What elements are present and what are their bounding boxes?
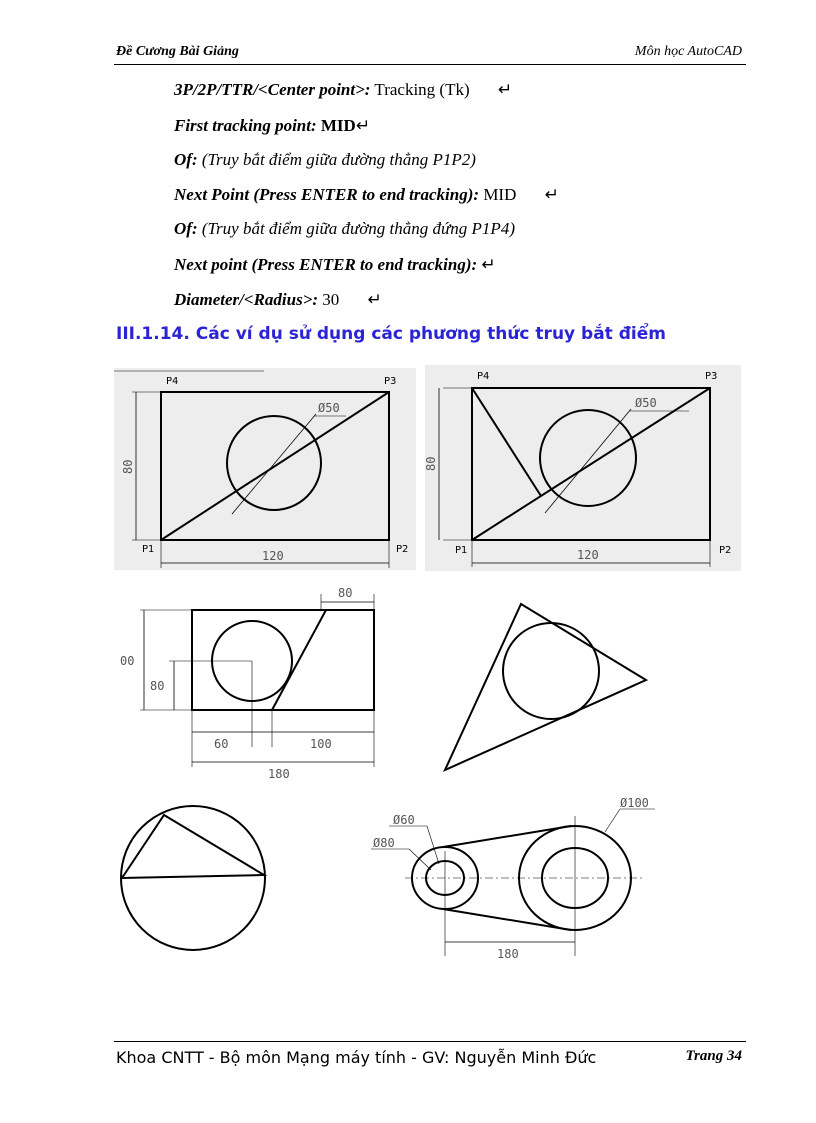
enter-icon: ↵ — [497, 80, 513, 99]
command-prompt: First tracking point: — [174, 116, 317, 135]
command-input: Tracking (Tk) — [374, 80, 470, 99]
dim-d100: Ø100 — [620, 796, 649, 810]
page-number: Trang 34 — [685, 1048, 742, 1064]
command-prompt: Diameter/<Radius>: — [174, 290, 319, 309]
point-label-p2: P2 — [719, 545, 732, 556]
diameter-label: Ø50 — [635, 396, 657, 410]
point-label-p3: P3 — [384, 376, 397, 387]
dim-bottom-right: 100 — [310, 737, 332, 751]
footer-divider — [114, 1041, 746, 1042]
point-label-p2: P2 — [396, 544, 409, 555]
width-label: 120 — [577, 548, 599, 562]
command-line — [174, 255, 496, 275]
enter-icon: ↵ — [355, 116, 371, 135]
command-prompt: 3P/2P/TTR/<Center point>: — [174, 80, 371, 99]
command-input: 30 — [322, 290, 340, 309]
point-label-p3: P3 — [705, 371, 718, 382]
dim-left-outer: 00 — [120, 654, 135, 668]
height-label: 80 — [424, 456, 438, 471]
command-input: MID — [320, 116, 356, 135]
dim-top: 80 — [338, 586, 353, 600]
point-label-p1: P1 — [455, 545, 468, 556]
point-label-p4: P4 — [477, 371, 490, 382]
width-label: 120 — [262, 549, 284, 563]
command-prompt: Next Point (Press ENTER to end tracking): — [174, 185, 480, 204]
command-prompt: Of: — [174, 219, 198, 238]
dim-total: 180 — [268, 767, 290, 781]
drawing-fig4 — [440, 600, 655, 780]
command-line — [174, 185, 559, 205]
command-prompt: Next point (Press ENTER to end tracking): — [174, 255, 478, 274]
header-divider — [114, 64, 746, 65]
enter-icon: ↵ — [481, 255, 496, 274]
enter-icon: ↵ — [367, 290, 382, 309]
dim-bottom-left: 60 — [214, 737, 229, 751]
command-line — [174, 80, 512, 100]
dim-left-inner: 80 — [150, 679, 165, 693]
command-line — [174, 116, 370, 136]
drawing-fig1 — [114, 368, 416, 570]
command-comment: (Truy bắt điểm giữa đường thẳng đứng P1P4) — [201, 219, 515, 238]
header-left: Đề Cương Bài Giảng — [116, 44, 239, 59]
command-prompt: Of: — [174, 150, 198, 169]
drawing-fig6 — [365, 796, 665, 966]
drawing-fig2 — [425, 365, 741, 571]
command-line — [174, 290, 382, 310]
section-heading: III.1.14. Các ví dụ sử dụng các phương thức truy bắt điểm — [116, 324, 666, 344]
drawing-fig5 — [118, 804, 273, 954]
dim-distance: 180 — [497, 947, 519, 961]
command-line — [174, 219, 515, 239]
footer-left: Khoa CNTT - Bộ môn Mạng máy tính - GV: Nguyễn Minh Đức — [116, 1048, 597, 1067]
height-label: 80 — [121, 459, 135, 474]
command-input: MID — [483, 185, 517, 204]
command-line — [174, 150, 476, 170]
dim-d80: Ø80 — [373, 836, 395, 850]
point-label-p1: P1 — [142, 544, 155, 555]
enter-icon: ↵ — [544, 185, 559, 204]
point-label-p4: P4 — [166, 376, 179, 387]
header-right: Môn học AutoCAD — [634, 44, 742, 59]
command-comment: (Truy bắt điểm giữa đường thẳng P1P2) — [201, 150, 476, 169]
dim-d60: Ø60 — [393, 813, 415, 827]
drawing-fig3 — [114, 582, 394, 787]
diameter-label: Ø50 — [318, 401, 340, 415]
